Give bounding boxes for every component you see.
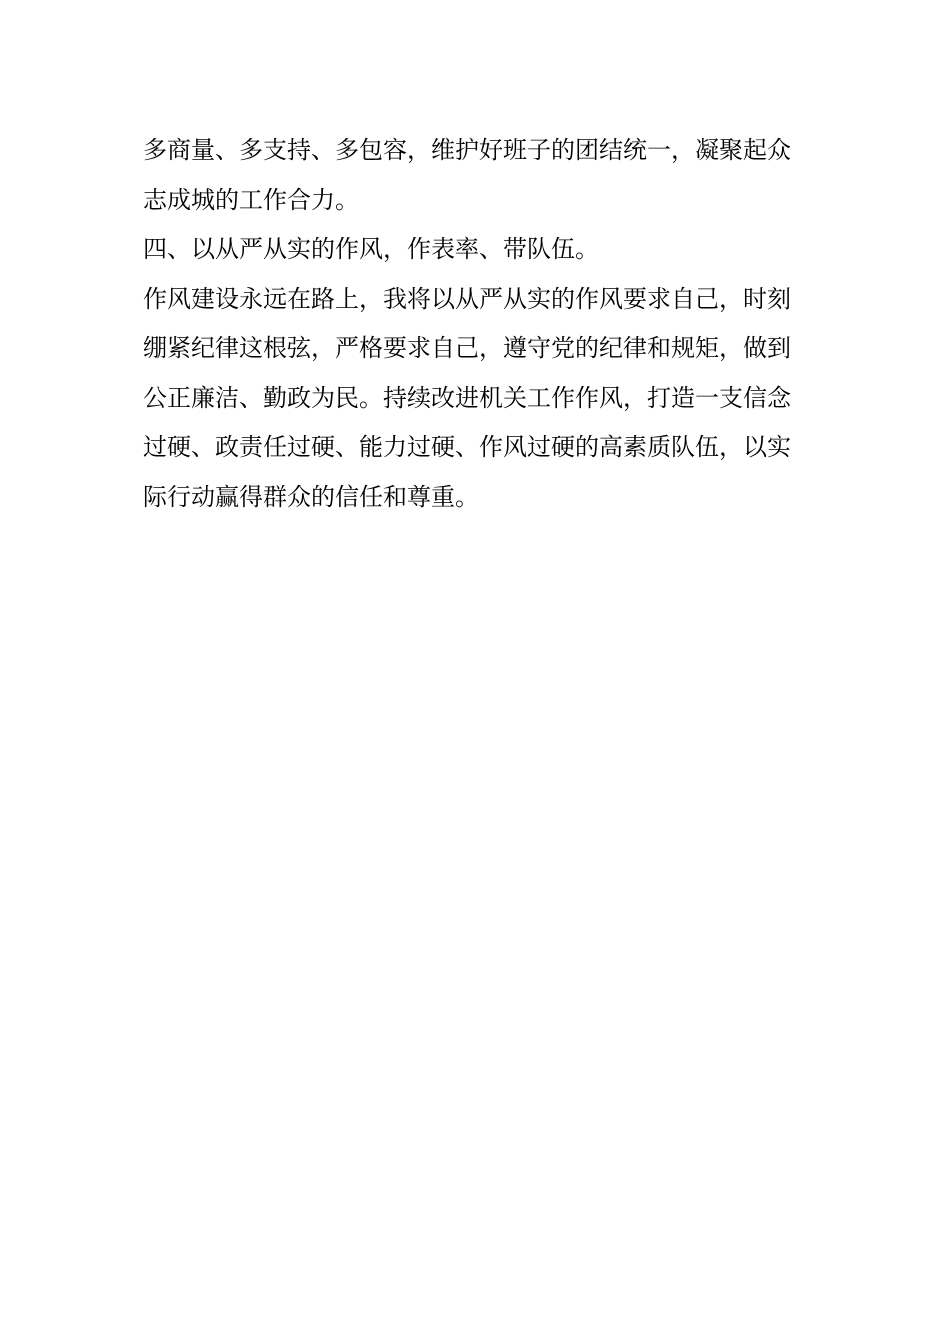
paragraph-line: 公正廉洁、勤政为民。持续改进机关工作作风，打造一支信念 [143,383,791,412]
paragraph-line: 绷紧纪律这根弦，严格要求自己，遵守党的纪律和规矩，做到 [143,334,791,362]
paragraph-line: 际行动赢得群众的信任和尊重。 [143,482,479,511]
document-body [143,126,807,522]
section-heading: 四、以从严从实的作风，作表率、带队伍。 [143,235,599,263]
paragraph-line: 作风建设永远在路上，我将以从严从实的作风要求自己，时刻 [143,284,791,313]
paragraph-line: 过硬、政责任过硬、能力过硬、作风过硬的高素质队伍，以实 [143,433,791,461]
paragraph-line: 多商量、多支持、多包容，维护好班子的团结统一，凝聚起众 [143,136,791,164]
paragraph-line: 志成城的工作合力。 [143,185,359,214]
